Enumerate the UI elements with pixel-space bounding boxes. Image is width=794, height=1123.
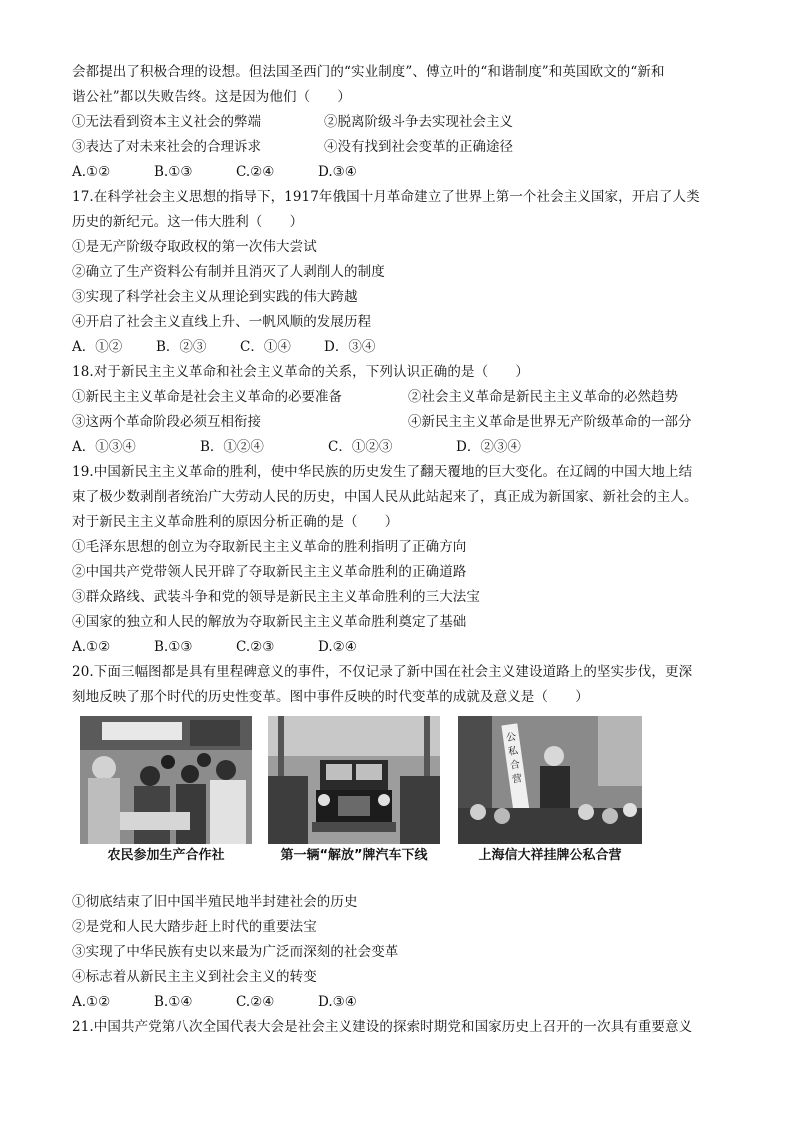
- q16-option-b[interactable]: B.①③: [154, 164, 193, 180]
- q20-statement-4: ④标志着从新民主主义到社会主义的转变: [72, 969, 317, 985]
- q18-option-b[interactable]: B．①②④: [200, 439, 264, 455]
- q20-sign-char: 营: [511, 773, 523, 786]
- q17-option-a[interactable]: A．①②: [72, 339, 123, 355]
- q17-statement-1: ①是无产阶级夺取政权的第一次伟大尝试: [72, 239, 317, 255]
- q19-stem-line3: 对于新民主主义革命胜利的原因分析正确的是（ ）: [72, 514, 399, 530]
- q20-caption-3: 上海信大祥挂牌公私合营: [478, 848, 622, 863]
- q17-stem-line2: 历史的新纪元。这一伟大胜利（ ）: [72, 214, 304, 230]
- q16-option-c[interactable]: C.②④: [236, 164, 275, 180]
- q18-statement-4: ④新民主主义革命是世界无产阶级革命的一部分: [408, 414, 692, 430]
- q19-statement-3: ③群众路线、武装斗争和党的领导是新民主主义革命胜利的三大法宝: [72, 589, 480, 605]
- q20-figure-row: [72, 716, 722, 886]
- q19-statement-4: ④国家的独立和人民的解放为夺取新民主主义革命胜利奠定了基础: [72, 614, 467, 630]
- q16-statements-row1: [72, 110, 722, 135]
- q19-stem-line2: 束了极少数剥削者统治广大劳动人民的历史，中国人民从此站起来了，真正成为新国家、新社会的主人。: [72, 489, 698, 505]
- q20-sign-char: 私: [507, 745, 519, 758]
- q16-options: [72, 160, 722, 185]
- q20-figure-3: [458, 716, 642, 868]
- q17-options: [72, 335, 722, 360]
- q19-options: [72, 635, 722, 660]
- xindaxiang-sign-photo: [458, 716, 642, 844]
- q18-statements-row2: [72, 410, 722, 435]
- q20-option-c[interactable]: C.②④: [236, 994, 275, 1010]
- q20-option-a[interactable]: A.①②: [72, 994, 111, 1010]
- q21-stem-line1: 21.中国共产党第八次全国代表大会是社会主义建设的探索时期党和国家历史上召开的一次具有重要意义: [72, 1019, 693, 1035]
- q17-statement-3: ③实现了科学社会主义从理论到实践的伟大跨越: [72, 289, 358, 305]
- exam-page: [72, 60, 722, 1040]
- q18-options: [72, 435, 722, 460]
- q19-option-b[interactable]: B.①③: [154, 639, 193, 655]
- q16-statement-2: ②脱离阶级斗争去实现社会主义: [324, 114, 513, 130]
- q19-statement-2: ②中国共产党带领人民开辟了夺取新民主主义革命胜利的正确道路: [72, 564, 467, 580]
- q16-statement-1: ①无法看到资本主义社会的弊端: [72, 114, 261, 130]
- q18-statement-3: ③这两个革命阶段必须互相衔接: [72, 414, 261, 430]
- q20-sign-char: 合: [509, 759, 521, 772]
- q16-stem-line2: 谐公社”都以失败告终。这是因为他们（ ）: [72, 89, 352, 105]
- q18-statement-1: ①新民主主义革命是社会主义革命的必要准备: [72, 389, 342, 405]
- q16-option-a[interactable]: A.①②: [72, 164, 111, 180]
- q16-statement-4: ④没有找到社会变革的正确途径: [324, 139, 513, 155]
- q17-option-d[interactable]: D．③④: [324, 339, 376, 355]
- jiefang-truck-photo: [268, 716, 440, 844]
- q20-options: [72, 990, 722, 1015]
- q20-stem-line2: 刻地反映了那个时代的历史性变革。图中事件反映的时代变革的成就及意义是（ ）: [72, 689, 589, 705]
- q20-sign-char: 公: [505, 731, 517, 744]
- q20-option-d[interactable]: D.③④: [318, 994, 357, 1010]
- q18-option-d[interactable]: D．②③④: [456, 439, 521, 455]
- q19-stem-line1: 19.中国新民主主义革命的胜利，使中华民族的历史发生了翻天覆地的巨大变化。在辽阔的中国大地上结: [72, 464, 693, 480]
- q17-statement-4: ④开启了社会主义直线上升、一帆风顺的发展历程: [72, 314, 372, 330]
- q20-statement-3: ③实现了中华民族有史以来最为广泛而深刻的社会变革: [72, 944, 399, 960]
- q18-stem-line1: 18.对于新民主主义革命和社会主义革命的关系，下列认识正确的是（ ）: [72, 364, 529, 380]
- q17-statement-2: ②确立了生产资料公有制并且消灭了人剥削人的制度: [72, 264, 385, 280]
- q18-option-c[interactable]: C．①②③: [328, 439, 393, 455]
- farmers-cooperative-photo: [80, 716, 252, 844]
- q18-statement-2: ②社会主义革命是新民主主义革命的必然趋势: [408, 389, 678, 405]
- q17-option-b[interactable]: B．②③: [156, 339, 207, 355]
- q20-option-b[interactable]: B.①④: [154, 994, 193, 1010]
- q20-statement-2: ②是党和人民大踏步赶上时代的重要法宝: [72, 919, 317, 935]
- q20-statement-1: ①彻底结束了旧中国半殖民地半封建社会的历史: [72, 894, 358, 910]
- q19-option-d[interactable]: D.②④: [318, 639, 357, 655]
- q20-stem-line1: 20.下面三幅图都是具有里程碑意义的事件，不仅记录了新中国在社会主义建设道路上的坚实步伐，更深: [72, 664, 693, 680]
- q19-option-a[interactable]: A.①②: [72, 639, 111, 655]
- q19-statement-1: ①毛泽东思想的创立为夺取新民主主义革命的胜利指明了正确方向: [72, 539, 467, 555]
- q18-statements-row1: [72, 385, 722, 410]
- q16-option-d[interactable]: D.③④: [318, 164, 357, 180]
- q17-stem-line1: 17.在科学社会主义思想的指导下，1917年俄国十月革命建立了世界上第一个社会主义国家，开启了人类: [72, 189, 700, 205]
- q17-option-c[interactable]: C．①④: [240, 339, 291, 355]
- q19-option-c[interactable]: C.②③: [236, 639, 275, 655]
- q16-statement-3: ③表达了对未来社会的合理诉求: [72, 139, 261, 155]
- q20-caption-1: 农民参加生产合作社: [107, 848, 225, 863]
- q20-caption-2: 第一辆“解放”牌汽车下线: [280, 848, 428, 863]
- q20-figure-2: [268, 716, 440, 868]
- q20-figure-1: [80, 716, 252, 868]
- q18-option-a[interactable]: A．①③④: [72, 439, 136, 455]
- q16-statements-row2: [72, 135, 722, 160]
- q16-stem-line1: 会都提出了积极合理的设想。但法国圣西门的“实业制度”、傅立叶的“和谐制度”和英国欧文的“新和: [72, 64, 665, 80]
